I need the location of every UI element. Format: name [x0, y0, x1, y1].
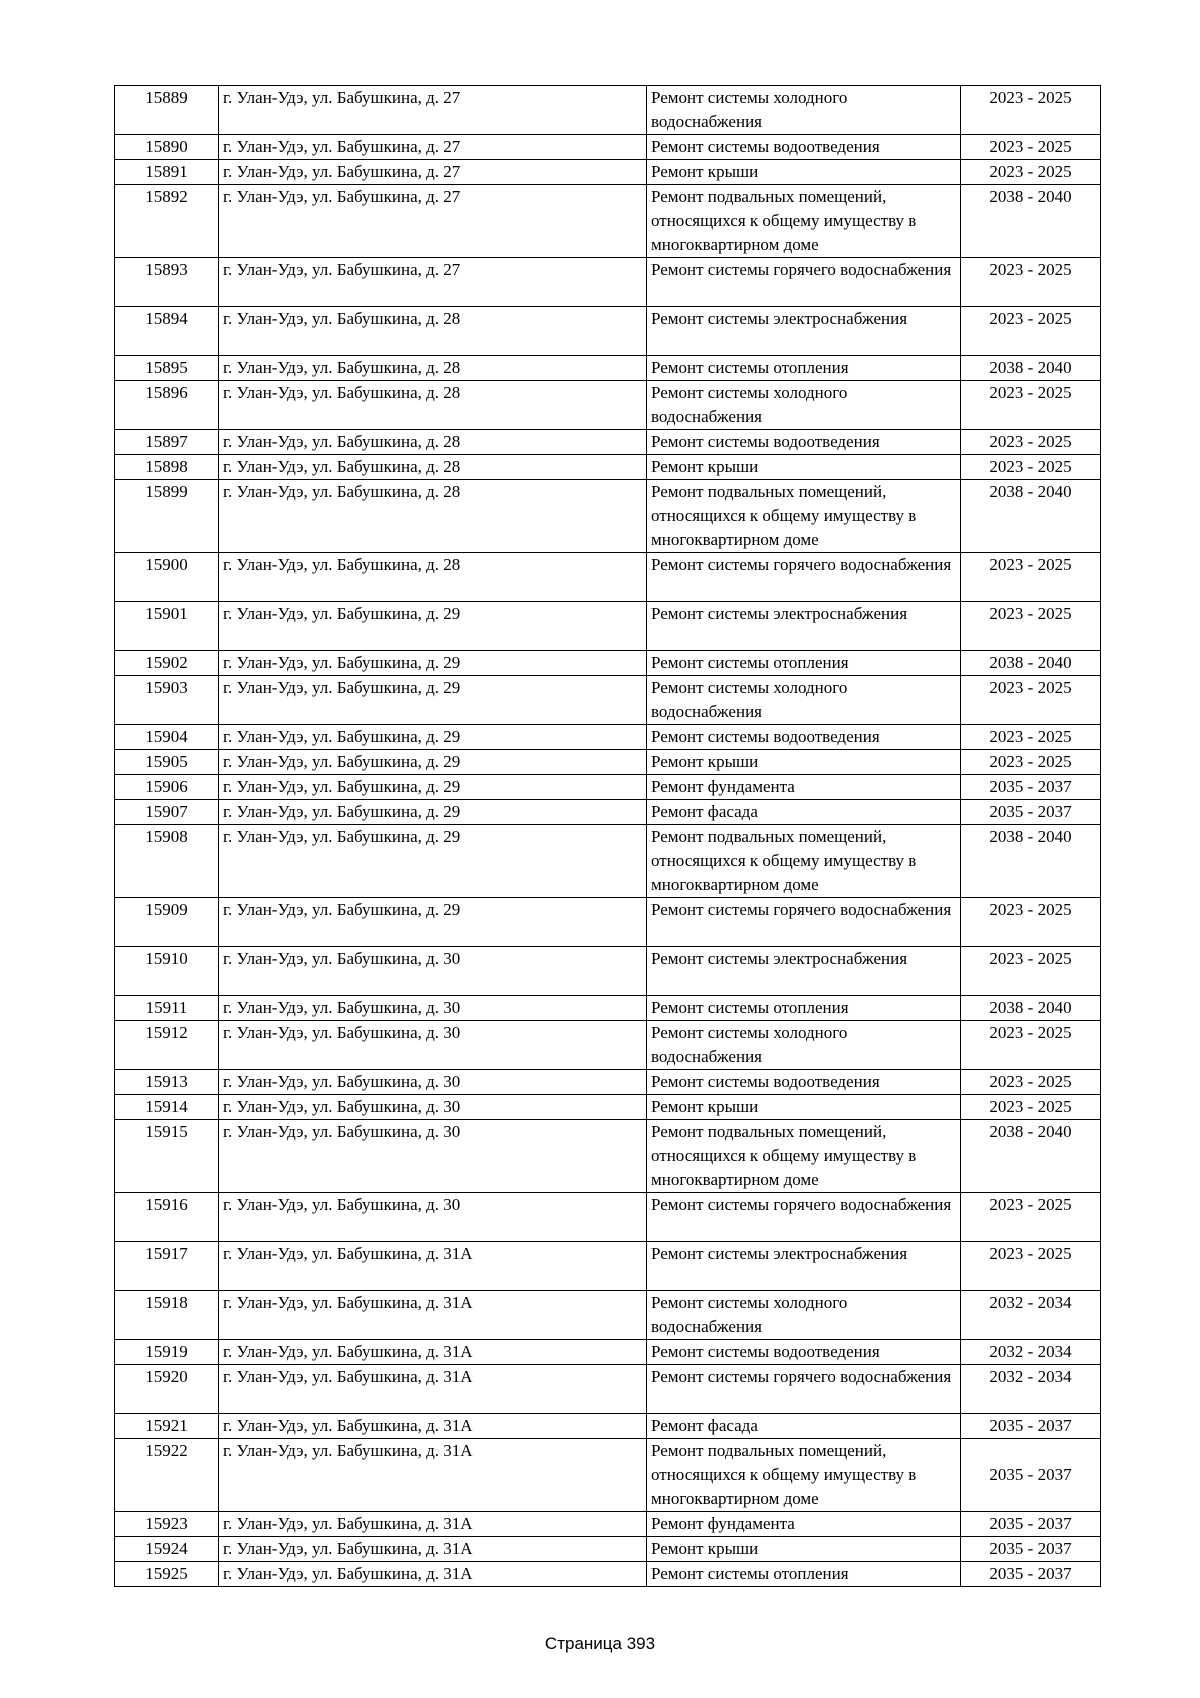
row-number-cell: 15915: [115, 1120, 219, 1193]
period-cell: 2032 - 2034: [961, 1340, 1101, 1365]
work-type-cell: Ремонт фундамента: [647, 1512, 961, 1537]
table-row: [115, 1070, 1101, 1095]
row-number-cell: 15919: [115, 1340, 219, 1365]
period-cell: 2023 - 2025: [961, 160, 1101, 185]
table-row: [115, 1242, 1101, 1291]
table-row: [115, 86, 1101, 135]
row-number-cell: 15893: [115, 258, 219, 307]
row-number-cell: 15925: [115, 1562, 219, 1587]
table-row: [115, 800, 1101, 825]
work-type-cell: Ремонт фасада: [647, 800, 961, 825]
work-type-cell: Ремонт системы водоотведения: [647, 430, 961, 455]
period-cell: 2023 - 2025: [961, 750, 1101, 775]
address-cell: г. Улан-Удэ, ул. Бабушкина, д. 28: [219, 356, 647, 381]
work-type-cell: Ремонт системы отопления: [647, 651, 961, 676]
row-number-cell: 15909: [115, 898, 219, 947]
period-cell: 2023 - 2025: [961, 553, 1101, 602]
work-type-cell: Ремонт системы электроснабжения: [647, 602, 961, 651]
row-number-cell: 15892: [115, 185, 219, 258]
row-number-cell: 15905: [115, 750, 219, 775]
work-type-cell: Ремонт системы отопления: [647, 996, 961, 1021]
row-number-cell: 15902: [115, 651, 219, 676]
period-cell: 2035 - 2037: [961, 1439, 1101, 1512]
address-cell: г. Улан-Удэ, ул. Бабушкина, д. 31А: [219, 1562, 647, 1587]
row-number-cell: 15900: [115, 553, 219, 602]
row-number-cell: 15906: [115, 775, 219, 800]
work-type-cell: Ремонт фундамента: [647, 775, 961, 800]
period-cell: 2023 - 2025: [961, 1242, 1101, 1291]
table-row: [115, 1414, 1101, 1439]
work-type-cell: Ремонт крыши: [647, 455, 961, 480]
period-cell: 2038 - 2040: [961, 651, 1101, 676]
period-cell: 2023 - 2025: [961, 307, 1101, 356]
period-cell: 2023 - 2025: [961, 602, 1101, 651]
row-number-cell: 15920: [115, 1365, 219, 1414]
table-row: [115, 1021, 1101, 1070]
period-cell: 2023 - 2025: [961, 258, 1101, 307]
table-row: [115, 185, 1101, 258]
address-cell: г. Улан-Удэ, ул. Бабушкина, д. 30: [219, 1193, 647, 1242]
period-cell: 2023 - 2025: [961, 135, 1101, 160]
work-type-cell: Ремонт системы холодного водоснабжения: [647, 1021, 961, 1070]
table-row: [115, 1120, 1101, 1193]
period-cell: 2023 - 2025: [961, 455, 1101, 480]
address-cell: г. Улан-Удэ, ул. Бабушкина, д. 29: [219, 725, 647, 750]
table-row: [115, 1095, 1101, 1120]
work-type-cell: Ремонт системы водоотведения: [647, 725, 961, 750]
row-number-cell: 15898: [115, 455, 219, 480]
page-number: Страница 393: [544, 1634, 656, 1653]
address-cell: г. Улан-Удэ, ул. Бабушкина, д. 28: [219, 430, 647, 455]
work-type-cell: Ремонт системы электроснабжения: [647, 307, 961, 356]
work-type-cell: Ремонт системы горячего водоснабжения: [647, 898, 961, 947]
address-cell: г. Улан-Удэ, ул. Бабушкина, д. 31А: [219, 1512, 647, 1537]
address-cell: г. Улан-Удэ, ул. Бабушкина, д. 27: [219, 86, 647, 135]
work-type-cell: Ремонт подвальных помещений, относящихся к общему имуществу в многоквартирном доме: [647, 1439, 961, 1512]
period-cell: 2035 - 2037: [961, 775, 1101, 800]
period-cell: 2023 - 2025: [961, 1095, 1101, 1120]
address-cell: г. Улан-Удэ, ул. Бабушкина, д. 28: [219, 480, 647, 553]
repair-schedule-table: [114, 85, 1101, 1587]
work-type-cell: Ремонт системы горячего водоснабжения: [647, 1365, 961, 1414]
table-row: [115, 898, 1101, 947]
work-type-cell: Ремонт системы холодного водоснабжения: [647, 676, 961, 725]
row-number-cell: 15914: [115, 1095, 219, 1120]
period-cell: 2038 - 2040: [961, 356, 1101, 381]
row-number-cell: 15895: [115, 356, 219, 381]
table-row: [115, 430, 1101, 455]
work-type-cell: Ремонт подвальных помещений, относящихся к общему имуществу в многоквартирном доме: [647, 825, 961, 898]
table-row: [115, 725, 1101, 750]
work-type-cell: Ремонт системы холодного водоснабжения: [647, 86, 961, 135]
work-type-cell: Ремонт фасада: [647, 1414, 961, 1439]
address-cell: г. Улан-Удэ, ул. Бабушкина, д. 31А: [219, 1365, 647, 1414]
period-cell: 2023 - 2025: [961, 1021, 1101, 1070]
work-type-cell: Ремонт крыши: [647, 160, 961, 185]
period-cell: 2035 - 2037: [961, 1562, 1101, 1587]
table-row: [115, 1537, 1101, 1562]
period-cell: 2038 - 2040: [961, 996, 1101, 1021]
work-type-cell: Ремонт крыши: [647, 1095, 961, 1120]
address-cell: г. Улан-Удэ, ул. Бабушкина, д. 31А: [219, 1291, 647, 1340]
address-cell: г. Улан-Удэ, ул. Бабушкина, д. 31А: [219, 1414, 647, 1439]
address-cell: г. Улан-Удэ, ул. Бабушкина, д. 29: [219, 800, 647, 825]
row-number-cell: 15911: [115, 996, 219, 1021]
address-cell: г. Улан-Удэ, ул. Бабушкина, д. 31А: [219, 1242, 647, 1291]
table-row: [115, 1439, 1101, 1512]
period-cell: 2035 - 2037: [961, 800, 1101, 825]
table-row: [115, 307, 1101, 356]
period-cell: 2035 - 2037: [961, 1537, 1101, 1562]
row-number-cell: 15894: [115, 307, 219, 356]
period-cell: 2023 - 2025: [961, 676, 1101, 725]
period-cell: 2038 - 2040: [961, 1120, 1101, 1193]
row-number-cell: 15904: [115, 725, 219, 750]
work-type-cell: Ремонт системы водоотведения: [647, 135, 961, 160]
work-type-cell: Ремонт системы водоотведения: [647, 1340, 961, 1365]
row-number-cell: 15907: [115, 800, 219, 825]
period-cell: 2038 - 2040: [961, 480, 1101, 553]
work-type-cell: Ремонт подвальных помещений, относящихся к общему имуществу в многоквартирном доме: [647, 185, 961, 258]
row-number-cell: 15890: [115, 135, 219, 160]
table-row: [115, 825, 1101, 898]
work-type-cell: Ремонт системы отопления: [647, 1562, 961, 1587]
table-row: [115, 602, 1101, 651]
row-number-cell: 15924: [115, 1537, 219, 1562]
table-row: [115, 480, 1101, 553]
work-type-cell: Ремонт системы горячего водоснабжения: [647, 553, 961, 602]
table-row: [115, 356, 1101, 381]
period-cell: 2035 - 2037: [961, 1414, 1101, 1439]
period-cell: 2035 - 2037: [961, 1512, 1101, 1537]
row-number-cell: 15913: [115, 1070, 219, 1095]
work-type-cell: Ремонт системы водоотведения: [647, 1070, 961, 1095]
period-cell: 2038 - 2040: [961, 825, 1101, 898]
table-row: [115, 1512, 1101, 1537]
work-type-cell: Ремонт системы холодного водоснабжения: [647, 1291, 961, 1340]
row-number-cell: 15896: [115, 381, 219, 430]
address-cell: г. Улан-Удэ, ул. Бабушкина, д. 28: [219, 553, 647, 602]
row-number-cell: 15897: [115, 430, 219, 455]
work-type-cell: Ремонт крыши: [647, 750, 961, 775]
address-cell: г. Улан-Удэ, ул. Бабушкина, д. 30: [219, 996, 647, 1021]
row-number-cell: 15899: [115, 480, 219, 553]
period-cell: 2023 - 2025: [961, 725, 1101, 750]
table-row: [115, 651, 1101, 676]
period-cell: 2032 - 2034: [961, 1365, 1101, 1414]
row-number-cell: 15922: [115, 1439, 219, 1512]
work-type-cell: Ремонт системы отопления: [647, 356, 961, 381]
row-number-cell: 15901: [115, 602, 219, 651]
work-type-cell: Ремонт системы горячего водоснабжения: [647, 258, 961, 307]
period-cell: 2023 - 2025: [961, 947, 1101, 996]
address-cell: г. Улан-Удэ, ул. Бабушкина, д. 31А: [219, 1537, 647, 1562]
table-row: [115, 1193, 1101, 1242]
table-row: [115, 258, 1101, 307]
row-number-cell: 15889: [115, 86, 219, 135]
row-number-cell: 15921: [115, 1414, 219, 1439]
row-number-cell: 15910: [115, 947, 219, 996]
address-cell: г. Улан-Удэ, ул. Бабушкина, д. 30: [219, 947, 647, 996]
table-row: [115, 1365, 1101, 1414]
period-cell: 2023 - 2025: [961, 898, 1101, 947]
table-row: [115, 160, 1101, 185]
address-cell: г. Улан-Удэ, ул. Бабушкина, д. 29: [219, 775, 647, 800]
row-number-cell: 15923: [115, 1512, 219, 1537]
row-number-cell: 15908: [115, 825, 219, 898]
table-row: [115, 996, 1101, 1021]
address-cell: г. Улан-Удэ, ул. Бабушкина, д. 31А: [219, 1439, 647, 1512]
address-cell: г. Улан-Удэ, ул. Бабушкина, д. 28: [219, 381, 647, 430]
address-cell: г. Улан-Удэ, ул. Бабушкина, д. 30: [219, 1021, 647, 1070]
table-row: [115, 676, 1101, 725]
address-cell: г. Улан-Удэ, ул. Бабушкина, д. 28: [219, 307, 647, 356]
row-number-cell: 15891: [115, 160, 219, 185]
address-cell: г. Улан-Удэ, ул. Бабушкина, д. 28: [219, 455, 647, 480]
period-cell: 2038 - 2040: [961, 185, 1101, 258]
table-body: [115, 86, 1101, 1587]
period-cell: 2023 - 2025: [961, 1070, 1101, 1095]
address-cell: г. Улан-Удэ, ул. Бабушкина, д. 31А: [219, 1340, 647, 1365]
address-cell: г. Улан-Удэ, ул. Бабушкина, д. 30: [219, 1095, 647, 1120]
work-type-cell: Ремонт подвальных помещений, относящихся к общему имуществу в многоквартирном доме: [647, 1120, 961, 1193]
address-cell: г. Улан-Удэ, ул. Бабушкина, д. 29: [219, 898, 647, 947]
table-row: [115, 750, 1101, 775]
address-cell: г. Улан-Удэ, ул. Бабушкина, д. 29: [219, 676, 647, 725]
period-cell: 2032 - 2034: [961, 1291, 1101, 1340]
table-row: [115, 1291, 1101, 1340]
work-type-cell: Ремонт системы электроснабжения: [647, 1242, 961, 1291]
row-number-cell: 15918: [115, 1291, 219, 1340]
address-cell: г. Улан-Удэ, ул. Бабушкина, д. 30: [219, 1120, 647, 1193]
table-row: [115, 135, 1101, 160]
table-row: [115, 775, 1101, 800]
address-cell: г. Улан-Удэ, ул. Бабушкина, д. 27: [219, 258, 647, 307]
table-row: [115, 1562, 1101, 1587]
address-cell: г. Улан-Удэ, ул. Бабушкина, д. 29: [219, 651, 647, 676]
period-cell: 2023 - 2025: [961, 1193, 1101, 1242]
row-number-cell: 15903: [115, 676, 219, 725]
address-cell: г. Улан-Удэ, ул. Бабушкина, д. 27: [219, 185, 647, 258]
work-type-cell: Ремонт системы холодного водоснабжения: [647, 381, 961, 430]
table-row: [115, 381, 1101, 430]
address-cell: г. Улан-Удэ, ул. Бабушкина, д. 29: [219, 825, 647, 898]
address-cell: г. Улан-Удэ, ул. Бабушкина, д. 27: [219, 135, 647, 160]
row-number-cell: 15912: [115, 1021, 219, 1070]
address-cell: г. Улан-Удэ, ул. Бабушкина, д. 27: [219, 160, 647, 185]
work-type-cell: Ремонт крыши: [647, 1537, 961, 1562]
address-cell: г. Улан-Удэ, ул. Бабушкина, д. 29: [219, 750, 647, 775]
table-row: [115, 553, 1101, 602]
table-row: [115, 455, 1101, 480]
period-cell: 2023 - 2025: [961, 86, 1101, 135]
work-type-cell: Ремонт системы электроснабжения: [647, 947, 961, 996]
period-cell: 2023 - 2025: [961, 381, 1101, 430]
table-row: [115, 1340, 1101, 1365]
address-cell: г. Улан-Удэ, ул. Бабушкина, д. 29: [219, 602, 647, 651]
work-type-cell: Ремонт подвальных помещений, относящихся к общему имуществу в многоквартирном доме: [647, 480, 961, 553]
address-cell: г. Улан-Удэ, ул. Бабушкина, д. 30: [219, 1070, 647, 1095]
row-number-cell: 15917: [115, 1242, 219, 1291]
work-type-cell: Ремонт системы горячего водоснабжения: [647, 1193, 961, 1242]
row-number-cell: 15916: [115, 1193, 219, 1242]
period-cell: 2023 - 2025: [961, 430, 1101, 455]
table-row: [115, 947, 1101, 996]
